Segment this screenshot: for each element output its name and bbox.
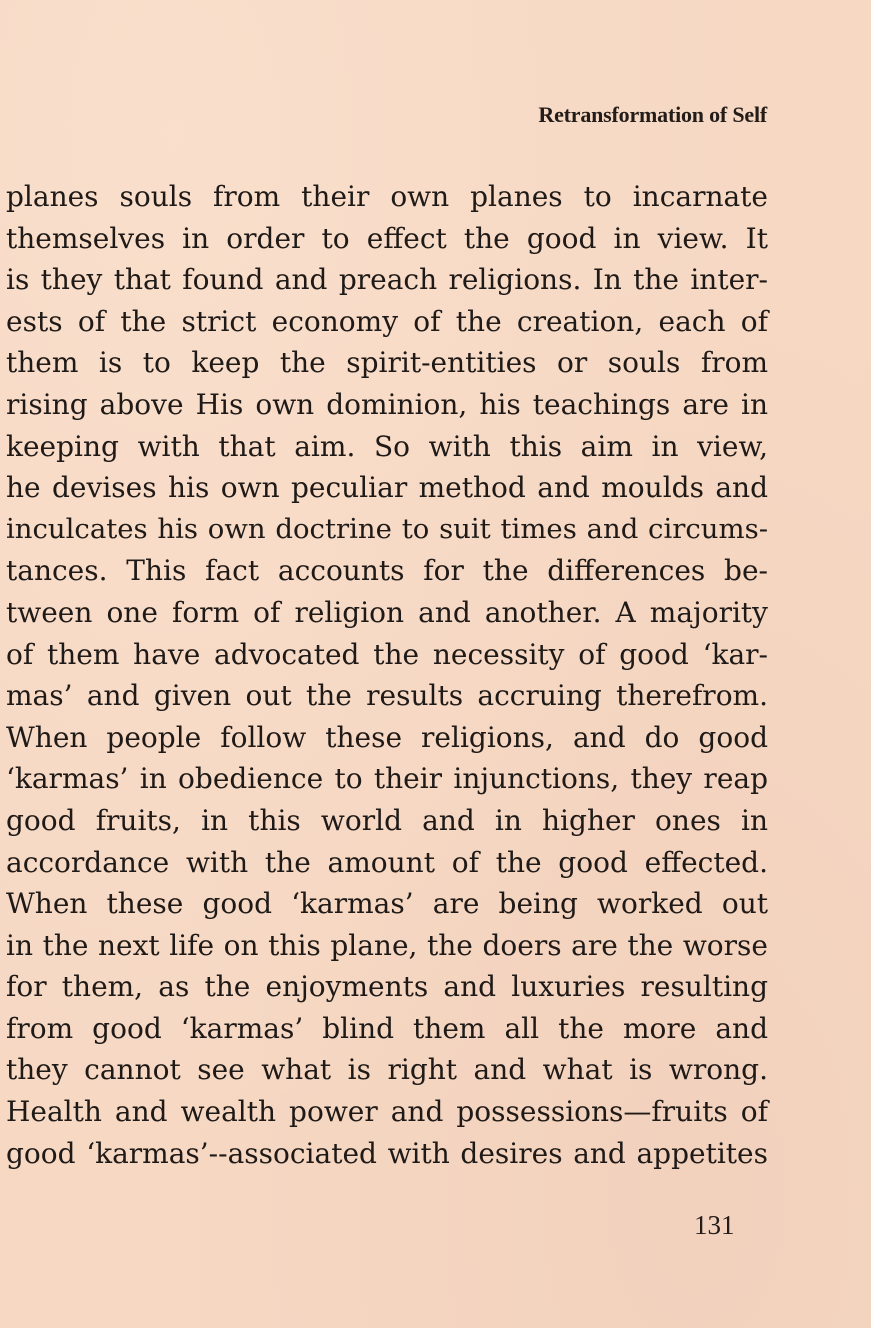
text-line: mas’ and given out the results accruing therefrom. — [6, 679, 768, 713]
text-line: he devises his own peculiar method and moulds and — [6, 471, 768, 505]
text-line: When people follow these religions, and do good — [6, 720, 768, 754]
text-line: them is to keep the spirit-entities or souls from — [6, 346, 768, 380]
text-line: good fruits, in this world and in higher ones in — [6, 803, 768, 837]
running-head: Retransformation of Self — [538, 102, 767, 127]
text-line: When these good ‘karmas’ are being worked out — [6, 887, 768, 921]
text-line: planes souls from their own planes to incarnate — [6, 180, 768, 213]
text-line: Health and wealth power and possessions—fruits of — [6, 1095, 768, 1129]
text-line: is they that found and preach religions. In the inter- — [6, 263, 768, 297]
text-line: accordance with the amount of the good effected. — [6, 845, 768, 879]
text-line: keeping with that aim. So with this aim in view, — [6, 429, 768, 463]
text-line: tween one form of religion and another. A majority — [6, 595, 768, 629]
text-line: from good ‘karmas’ blind them all the more and — [6, 1011, 768, 1045]
text-line: good ‘karmas’--associated with desires and appetites — [6, 1136, 768, 1170]
text-line: tances. This fact accounts for the differences be- — [6, 554, 768, 588]
text-line: ‘karmas’ in obedience to their injunctions, they reap — [6, 762, 768, 796]
text-line: rising above His own dominion, his teachings are in — [6, 387, 768, 421]
text-line: in the next life on this plane, the doers are the worse — [6, 928, 768, 962]
text-line: themselves in order to effect the good in view. It — [6, 221, 768, 255]
body-text — [6, 176, 768, 1174]
page-number: 131 — [694, 1210, 735, 1240]
text-line: for them, as the enjoyments and luxuries resulting — [6, 970, 768, 1004]
text-line: of them have advocated the necessity of good ‘kar- — [6, 637, 768, 671]
text-line: they cannot see what is right and what is wrong. — [6, 1053, 768, 1087]
text-line: ests of the strict economy of the creation, each of — [6, 304, 768, 338]
text-line: inculcates his own doctrine to suit times and circums- — [6, 512, 768, 545]
